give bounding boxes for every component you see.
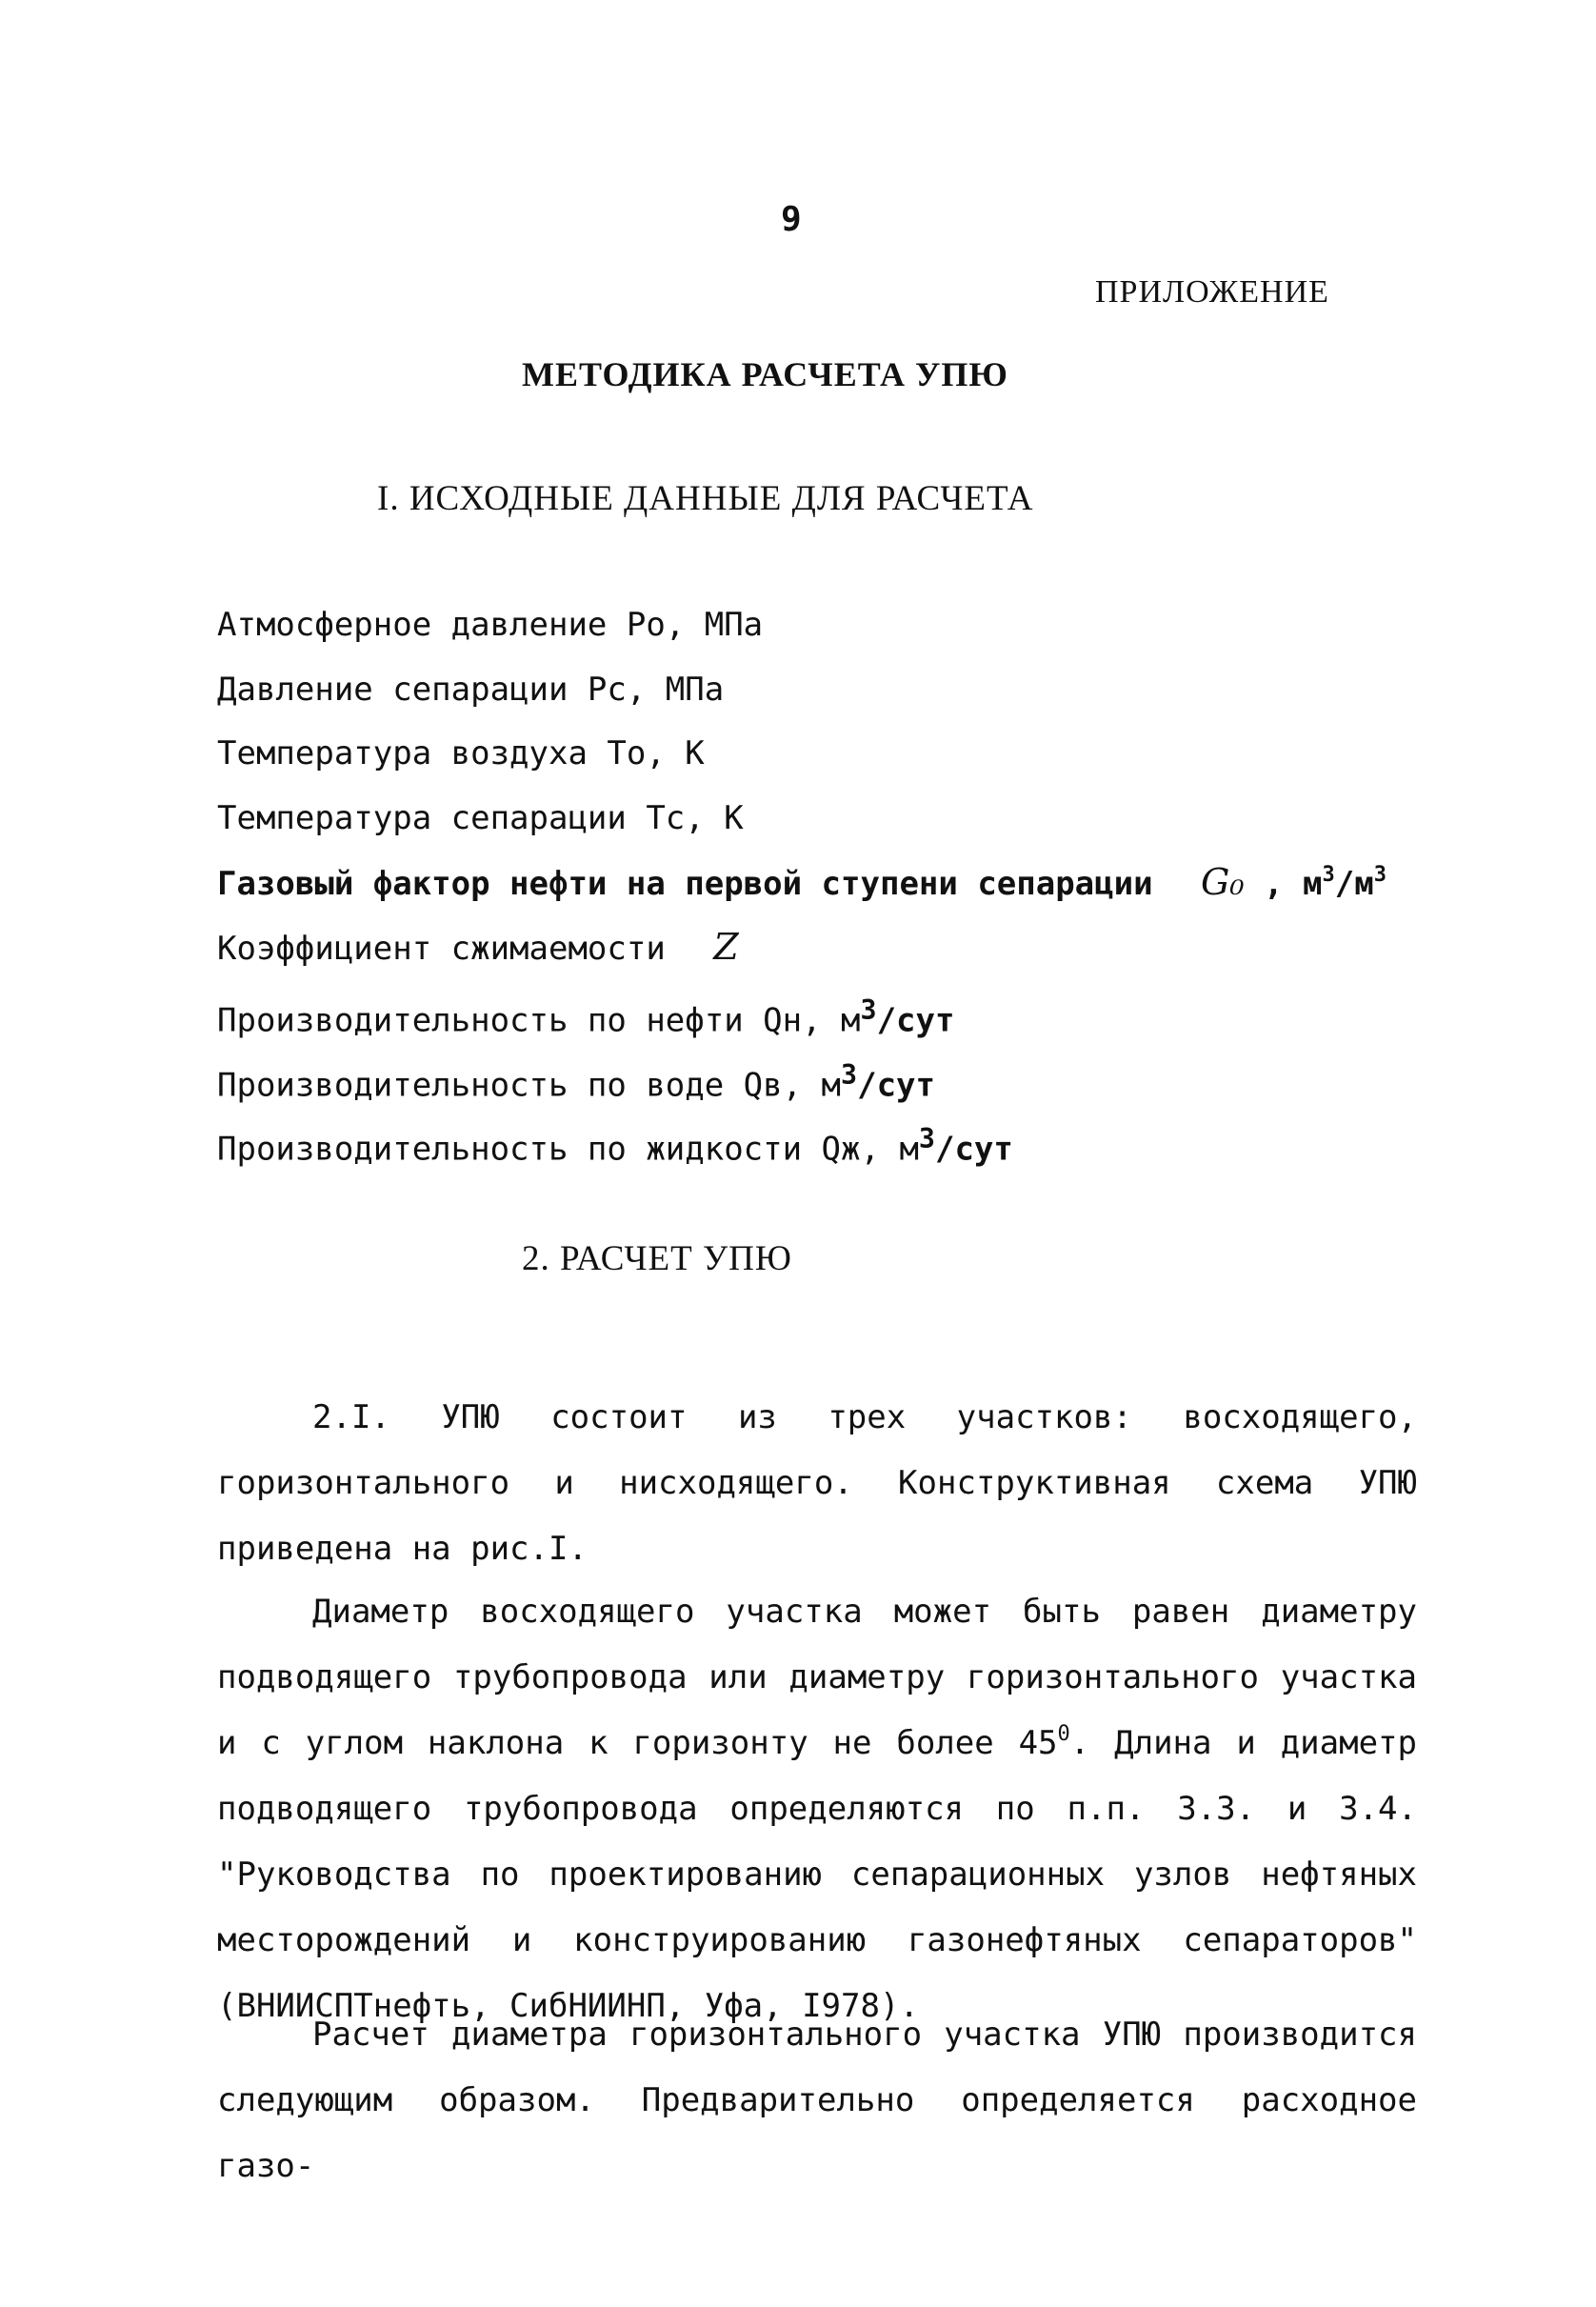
- param-text: Производительность по жидкости Qж, м: [217, 1130, 919, 1169]
- list-item: [217, 859, 1387, 924]
- paragraph-calculation: Расчет диаметра горизонтального участка УПЮ производится следующим образом. Предварительно определяется расходное газо-: [217, 2016, 1417, 2185]
- list-item: [217, 731, 1387, 795]
- page-number: 9: [781, 200, 802, 239]
- gas-factor-symbol: G₀: [1201, 861, 1245, 903]
- list-item: [217, 988, 1387, 1053]
- param-text: Коэффициент сжимаемости: [217, 929, 666, 968]
- document-title: МЕТОДИКА РАСЧЕТА УПЮ: [522, 355, 1008, 393]
- paragraph-diameter: [217, 1579, 1417, 2039]
- paragraph-2-1: 2.I. УПЮ состоит из трех участков: восходящего, горизонтального и нисходящего. Конструктивная схема УПЮ приведена на рис.I.: [217, 1398, 1417, 1568]
- list-item: [217, 1053, 1387, 1117]
- param-text: Давление сепарации Pc, МПа: [217, 670, 725, 709]
- unit-part: , м: [1264, 865, 1323, 903]
- unit-part: /сут: [934, 1130, 1013, 1169]
- list-item: [217, 667, 1387, 732]
- param-text: Газовый фактор нефти на первой ступени сепарации: [217, 865, 1153, 903]
- appendix-label: ПРИЛОЖЕНИЕ: [1095, 274, 1329, 310]
- unit-part: /сут: [876, 1001, 955, 1040]
- unit-part: /сут: [857, 1065, 935, 1104]
- param-text: Атмосферное давление Po, МПа: [217, 606, 764, 644]
- list-item: [217, 795, 1387, 860]
- compressibility-symbol: Z: [713, 925, 739, 968]
- param-text: Температура воздуха To, К: [217, 734, 705, 772]
- input-parameters-list: [217, 602, 1387, 1181]
- unit-exponent: 3: [1373, 863, 1387, 887]
- param-text: Температура сепарации Tc, К: [217, 798, 744, 837]
- unit-exponent: 3: [918, 1123, 935, 1154]
- unit-part: /м: [1334, 865, 1374, 903]
- section-1-heading: I. ИСХОДНЫЕ ДАННЫЕ ДЛЯ РАСЧЕТА: [377, 479, 1034, 518]
- param-text: Производительность по нефти Qн, м: [217, 1001, 861, 1040]
- paragraph-text: Диаметр восходящего участка может быть равен диаметру подводящего трубопровода или диаметру горизонтального участка и с углом наклона к горизонту не более 45: [217, 1593, 1417, 1762]
- list-item: [217, 924, 1387, 989]
- unit-exponent: 3: [860, 994, 877, 1026]
- unit-exponent: 3: [1322, 863, 1335, 887]
- paragraph-text: . Длина и диаметр подводящего трубопровода определяются по п.п. 3.3. и 3.4. "Руководства по проектированию сепарационных узлов нефтяных месторождений и конструированию газонефтяных сепараторов" (ВНИИСПТнефть, СибНИИНП, Уфа, I978).: [217, 1724, 1417, 2025]
- unit-exponent: 3: [841, 1058, 858, 1091]
- list-item: [217, 1116, 1387, 1181]
- gas-factor-unit: [1264, 865, 1387, 903]
- section-2-heading: 2. РАСЧЕТ УПЮ: [522, 1239, 792, 1278]
- degree-superscript: 0: [1057, 1722, 1070, 1746]
- param-text: Производительность по воде Qв, м: [217, 1065, 842, 1104]
- list-item: [217, 602, 1387, 667]
